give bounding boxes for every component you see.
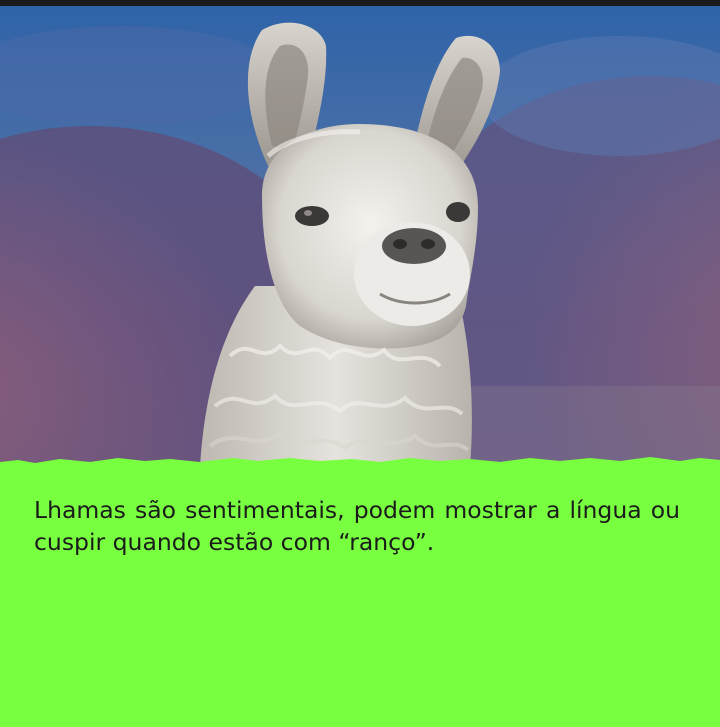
llama-photo (0, 6, 720, 466)
llama-illustration (0, 6, 720, 466)
caption-text: Lhamas são sentimentais, podem mostrar a língua ou cuspir quando estão com “ranço”. (34, 496, 680, 556)
